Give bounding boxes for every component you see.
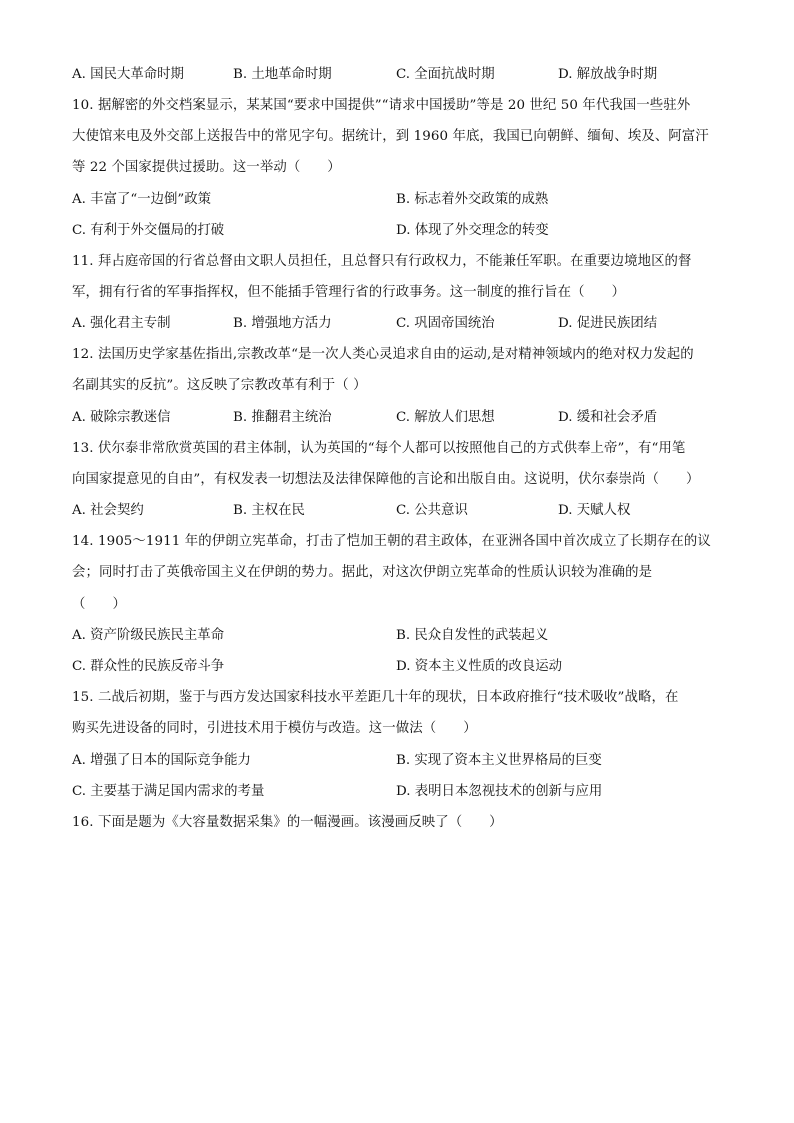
q15-stem-line-1: 15. 二战后初期，鉴于与西方发达国家科技水平差距几十年的现状，日本政府推行“技术吸收”战略，在 [72,690,679,705]
q13-option-d: D. 天赋人权 [558,503,631,518]
q14-option-d: D. 资本主义性质的改良运动 [396,659,563,674]
q16-stem-line-1: 16. 下面是题为《大容量数据采集》的一幅漫画。该漫画反映了（ ） [72,815,503,830]
q10-stem-line-3: 等 22 个国家提供过援助。这一举动（ ） [72,160,341,175]
q11-option-a: A. 强化君主专制 [72,316,171,331]
q10-option-a: A. 丰富了“一边倒”政策 [72,192,211,207]
q12-stem-line-1: 12. 法国历史学家基佐指出,宗教改革“是一次人类心灵追求自由的运动,是对精神领域内的绝对权力发起的 [72,347,694,362]
q14-options-row-2 [72,658,727,676]
q10-options-row-2 [72,222,727,240]
q15-option-c: C. 主要基于满足国内需求的考量 [72,784,265,799]
q14-stem-line-1: 14. 1905～1911 年的伊朗立宪革命，打击了恺加王朝的君主政体，在亚洲各国中首次成立了长期存在的议 [72,534,711,549]
q14-option-b: B. 民众自发性的武装起义 [396,628,549,643]
q13-option-b: B. 主权在民 [233,503,305,518]
q9-options [72,66,727,84]
q9-option-c: C. 全面抗战时期 [396,67,495,82]
q10-option-b: B. 标志着外交政策的成熟 [396,192,549,207]
q9-option-d: D. 解放战争时期 [558,67,658,82]
q14-options-row-1 [72,627,727,645]
q14-option-a: A. 资产阶级民族民主革命 [72,628,225,643]
q10-stem-line-1: 10. 据解密的外交档案显示，某某国“要求中国提供”“请求中国援助”等是 20 世纪 50 年代我国一些驻外 [72,98,691,113]
q15-options-row-2 [72,783,727,801]
q12-stem-line-2: 名副其实的反抗”。这反映了宗教改革有利于（ ） [72,378,367,393]
q13-stem-line-1: 13. 伏尔泰非常欣赏英国的君主体制，认为英国的“每个人都可以按照他自己的方式供奉上帝”，有“用笔 [72,441,686,456]
q10-option-c: C. 有利于外交僵局的打破 [72,223,225,238]
q12-option-a: A. 破除宗教迷信 [72,410,171,425]
q11-option-b: B. 增强地方活力 [233,316,332,331]
q12-option-d: D. 缓和社会矛盾 [558,410,658,425]
q14-option-c: C. 群众性的民族反帝斗争 [72,659,225,674]
q12-option-c: C. 解放人们思想 [396,410,495,425]
q15-option-d: D. 表明日本忽视技术的创新与应用 [396,784,603,799]
q13-stem-line-2: 向国家提意见的自由”，有权发表一切想法及法律保障他的言论和出版自由。这说明，伏尔泰崇尚（ ） [72,472,700,487]
q15-options-row-1 [72,752,727,770]
q13-option-c: C. 公共意识 [396,503,468,518]
q11-option-c: C. 巩固帝国统治 [396,316,495,331]
q13-options [72,502,727,520]
q11-option-d: D. 促进民族团结 [558,316,658,331]
q12-option-b: B. 推翻君主统治 [233,410,332,425]
q11-stem-line-2: 军，拥有行省的军事指挥权，但不能插手管理行省的行政事务。这一制度的推行旨在（ ） [72,285,626,300]
q15-stem-line-2: 购买先进设备的同时，引进技术用于模仿与改造。这一做法（ ） [72,721,477,736]
q11-stem-line-1: 11. 拜占庭帝国的行省总督由文职人员担任，且总督只有行政权力，不能兼任军职。在重要边境地区的督 [72,254,692,269]
q9-option-b: B. 土地革命时期 [233,67,332,82]
q10-stem-line-2: 大使馆来电及外交部上送报告中的常见字句。据统计，到 1960 年底，我国已向朝鲜、缅甸、埃及、阿富汗 [72,129,709,144]
q11-options [72,315,727,333]
q15-option-a: A. 增强了日本的国际竞争能力 [72,753,251,768]
q14-stem-line-2: 会；同时打击了英俄帝国主义在伊朗的势力。据此，对这次伊朗立宪革命的性质认识较为准确的是 [72,565,653,580]
q13-option-a: A. 社会契约 [72,503,144,518]
q15-option-b: B. 实现了资本主义世界格局的巨变 [396,753,602,768]
q10-option-d: D. 体现了外交理念的转变 [396,223,549,238]
q9-option-a: A. 国民大革命时期 [72,67,184,82]
q14-stem-line-3: （ ） [72,597,126,612]
q10-options-row-1 [72,191,727,209]
q12-options [72,409,727,427]
